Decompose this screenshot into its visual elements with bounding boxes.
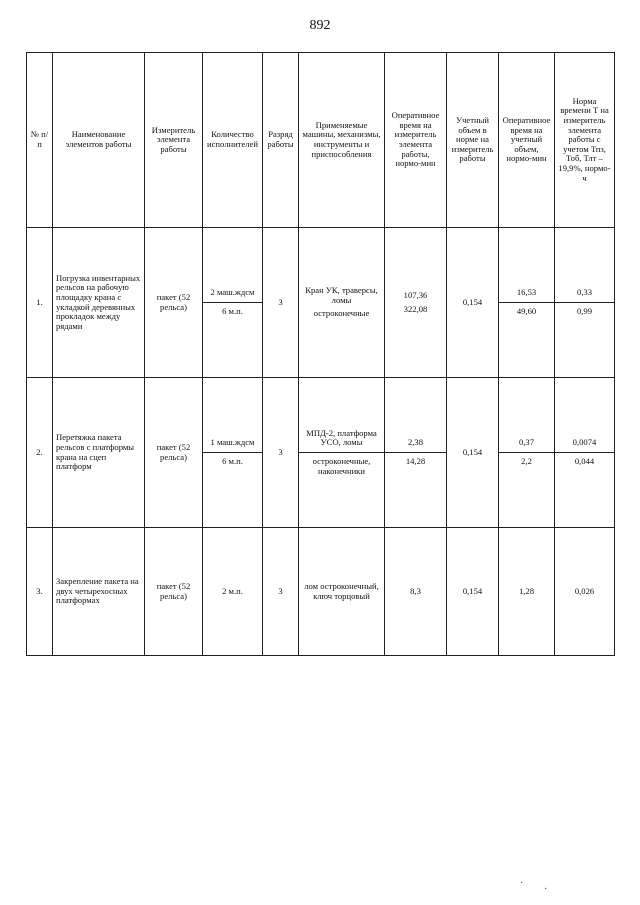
row-volume: 0,154 — [447, 528, 499, 656]
op-time-2: 14,28 — [405, 456, 426, 466]
table-row — [27, 528, 615, 656]
row-grade: 3 — [263, 228, 299, 378]
row-op-time — [385, 528, 447, 656]
tools-line-2: остроконечные, наконечники — [312, 456, 371, 476]
op-vol-2: 2,2 — [521, 456, 532, 466]
workers-machinist: 1 маш.ждcм — [210, 437, 255, 448]
row-num: 2. — [27, 378, 53, 528]
row-op-vol — [499, 378, 555, 528]
table-row — [27, 228, 615, 378]
header-name: Наименование элементов работы — [53, 53, 145, 228]
work-elements-table — [26, 52, 615, 656]
op-time-1: 107,36 — [403, 289, 428, 300]
header-op-time: Оперативное время на измеритель элемента работы, нормо-мин — [385, 53, 447, 228]
workers-track: 2 м.п. — [222, 585, 243, 596]
row-num: 1. — [27, 228, 53, 378]
header-workers: Количество исполнителей — [203, 53, 263, 228]
row-norm — [555, 228, 615, 378]
norm-1: 0,026 — [574, 585, 595, 596]
tools-line-1: лом остроконечный, ключ торцовый — [304, 580, 379, 601]
workers-track: 6 м.п. — [222, 456, 243, 466]
page-number: 892 — [309, 18, 331, 33]
header-op-vol: Оперативное время на учетный объем, нормо-мин — [499, 53, 555, 228]
header-tools: Применяемые машины, механизмы, инструменты и приспособления — [299, 53, 385, 228]
row-grade: 3 — [263, 528, 299, 656]
op-time-2: 322,08 — [403, 303, 428, 314]
scan-speck-mark: · — [544, 884, 548, 895]
op-time-1: 2,38 — [407, 437, 424, 448]
row-workers — [203, 378, 263, 528]
tools-line-1: МПД-2, платформа УСО, ломы — [306, 427, 377, 448]
header-num: № п/ п — [27, 53, 53, 228]
op-vol-1: 0,37 — [518, 437, 535, 448]
row-name: Погрузка инвентарных рельсов на рабочую площадку крана с укладкой деревянных прокладок между рядами — [53, 228, 145, 378]
scan-speck-mark: · — [520, 878, 524, 889]
header-unit: Измеритель элемента работы — [145, 53, 203, 228]
row-tools — [299, 378, 385, 528]
row-tools — [299, 528, 385, 656]
row-unit: пакет (52 рельса) — [145, 228, 203, 378]
tools-line-1: Кран УК, траверсы, ломы — [305, 285, 378, 305]
row-unit: пакет (52 рельса) — [145, 378, 203, 528]
tools-line-2: остроконечные — [313, 308, 370, 319]
row-unit: пакет (52 рельса) — [145, 528, 203, 656]
table-header-row — [27, 53, 615, 228]
workers-machinist: 2 маш.ждcм — [210, 287, 255, 298]
row-name: Закрепление пакета на двух четырехосных платформах — [53, 528, 145, 656]
row-workers — [203, 528, 263, 656]
row-op-time — [385, 378, 447, 528]
row-norm — [555, 528, 615, 656]
table-row — [27, 378, 615, 528]
row-name: Перетяжка пакета рельсов с платформы крана на сцеп платформ — [53, 378, 145, 528]
norm-1: 0,33 — [576, 287, 593, 298]
norm-2: 0,044 — [574, 456, 595, 466]
header-norm: Норма времени Т на измеритель элемента работы с учетом Тпз, Тоб, Тлт – 19,9%, нормо-ч — [555, 53, 615, 228]
norm-1: 0,0074 — [572, 437, 597, 448]
row-num: 3. — [27, 528, 53, 656]
row-tools — [299, 228, 385, 378]
row-grade: 3 — [263, 378, 299, 528]
row-workers — [203, 228, 263, 378]
row-op-vol — [499, 528, 555, 656]
op-vol-2: 49,60 — [516, 306, 537, 316]
header-grade: Разряд работы — [263, 53, 299, 228]
row-op-time — [385, 228, 447, 378]
op-vol-1: 16,53 — [516, 287, 537, 298]
norm-2: 0,99 — [576, 306, 593, 316]
row-op-vol — [499, 228, 555, 378]
workers-track: 6 м.п. — [222, 306, 243, 316]
op-vol-1: 1,28 — [518, 585, 535, 596]
row-volume: 0,154 — [447, 228, 499, 378]
row-norm — [555, 378, 615, 528]
header-volume: Учетный объем в норме на измеритель работы — [447, 53, 499, 228]
op-time-1: 8,3 — [410, 585, 421, 596]
row-volume: 0,154 — [447, 378, 499, 528]
